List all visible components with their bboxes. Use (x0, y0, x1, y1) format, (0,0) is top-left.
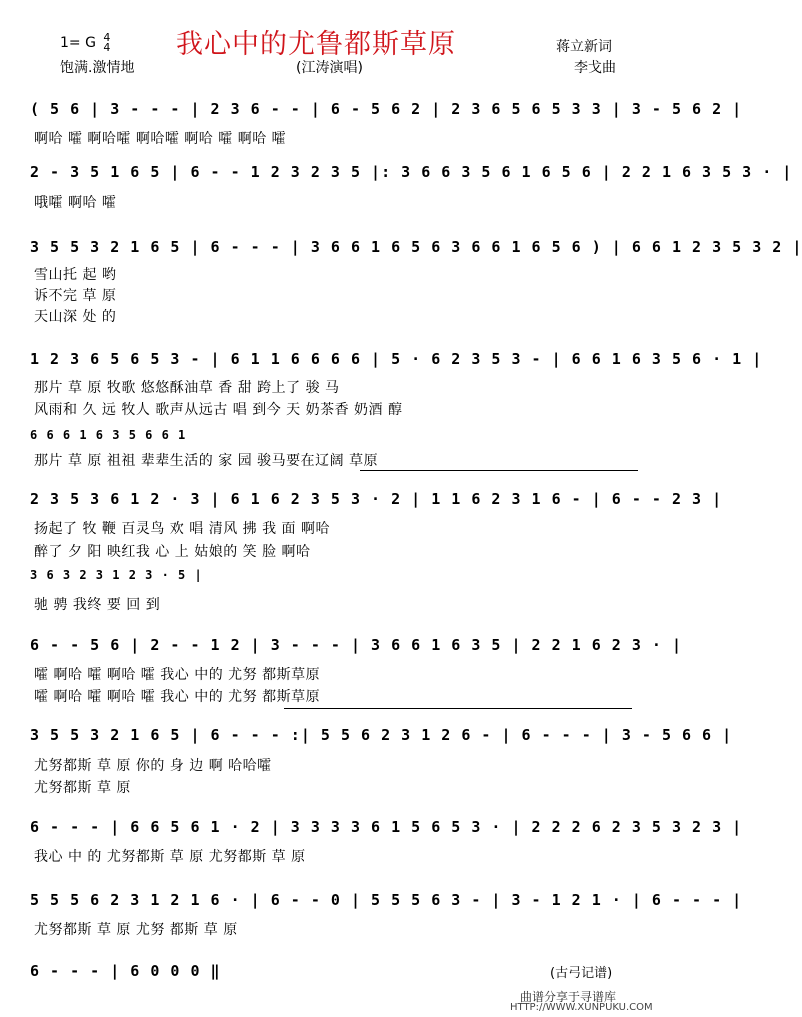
lyric-line: 风雨和 久 远 牧人 歌声从远古 唱 到今 天 奶茶香 奶酒 醇 (34, 402, 403, 418)
site-url: HTTP://WWW.XUNPUKU.COM (510, 1002, 653, 1013)
lyric-line: 我心 中 的 尤努都斯 草 原 尤努都斯 草 原 (34, 849, 306, 865)
notation-row: 5 5 5 6 2 3 1 2 1 6 · | 6 - - 0 | 5 5 5 6 3 - | 3 - 1 2 1 · | 6 - - - | (30, 891, 743, 909)
time-bottom: 4 (103, 41, 111, 54)
lyric-line: 那片 草 原 牧歌 悠悠酥油草 香 甜 跨上了 骏 马 (34, 380, 340, 396)
time-top: 4 (103, 31, 111, 44)
notation-row: 6 6 6 1 6 3 5 6 6 1 (30, 428, 187, 442)
lyric-line: 扬起了 牧 鞭 百灵鸟 欢 唱 清风 拂 我 面 啊哈 (34, 521, 331, 537)
lyric-line: 诉不完 草 原 (34, 288, 117, 304)
page-title: 我心中的尤鲁都斯草原 (176, 29, 456, 60)
lyric-line: 醉了 夕 阳 映红我 心 上 姑娘的 笑 脸 啊哈 (34, 544, 311, 560)
lyric-line: 尤努都斯 草 原 尤努 都斯 草 原 (34, 922, 238, 938)
lyric-line: 尤努都斯 草 原 (34, 780, 131, 796)
lyricist-credit: 蒋立新词 (556, 39, 612, 55)
notation-row: 1 2 3 6 5 6 5 3 - | 6 1 1 6 6 6 6 | 5 · 6 2 3 5 3 - | 6 6 1 6 3 5 6 · 1 | (30, 350, 763, 368)
volta-bracket (360, 470, 638, 471)
key-label: 1= G (60, 35, 96, 51)
lyric-line: 嚯 啊哈 嚯 啊哈 嚯 我心 中的 尤努 都斯草原 (34, 667, 321, 683)
lyric-line: 天山深 处 的 (34, 309, 117, 325)
lyric-line: 那片 草 原 祖祖 辈辈生活的 家 园 骏马要在辽阔 草原 (34, 453, 379, 469)
transcriber-credit: (古弓记谱) (550, 966, 613, 981)
lyric-line: 哦嚯 啊哈 嚯 (34, 195, 117, 211)
notation-row: 3 5 5 3 2 1 6 5 | 6 - - - | 3 6 6 1 6 5 6 3 6 6 1 6 5 6 ) | 6 6 1 2 3 5 3 2 | (30, 238, 802, 256)
notation-row: 3 5 5 3 2 1 6 5 | 6 - - - :| 5 5 6 2 3 1 2 6 - | 6 - - - | 3 - 5 6 6 | (30, 726, 733, 744)
lyric-line: 啊哈 嚯 啊哈嚯 啊哈嚯 啊哈 嚯 啊哈 嚯 (34, 131, 287, 147)
key-signature (60, 33, 110, 53)
tempo-mood: 饱满.激情地 (60, 60, 135, 76)
notation-row: 6 - - 5 6 | 2 - - 1 2 | 3 - - - | 3 6 6 1 6 3 5 | 2 2 1 6 2 3 · | (30, 636, 682, 654)
notation-row: 3 6 3 2 3 1 2 3 · 5 | (30, 568, 203, 582)
lyric-line: 尤努都斯 草 原 你的 身 边 啊 哈哈嚯 (34, 758, 272, 774)
time-signature (103, 33, 110, 53)
notation-row: 6 - - - | 6 0 0 0 ‖ (30, 962, 221, 980)
lyric-line: 嚯 啊哈 嚯 啊哈 嚯 我心 中的 尤努 都斯草原 (34, 689, 321, 705)
lyric-line: 驰 骋 我终 要 回 到 (34, 597, 161, 613)
notation-row: 2 - 3 5 1 6 5 | 6 - - 1 2 3 2 3 5 |: 3 6 6 3 5 6 1 6 5 6 | 2 2 1 6 3 5 3 · | (30, 163, 793, 181)
notation-row: 2 3 5 3 6 1 2 · 3 | 6 1 6 2 3 5 3 · 2 | 1 1 6 2 3 1 6 - | 6 - - 2 3 | (30, 490, 723, 508)
site-watermark: 曲谱分享于寻谱库 (520, 990, 617, 1004)
volta-bracket (284, 708, 632, 709)
composer-credit: 李戈曲 (574, 60, 616, 76)
lyric-line: 雪山托 起 哟 (34, 267, 117, 283)
notation-row: 6 - - - | 6 6 5 6 1 · 2 | 3 3 3 3 6 1 5 6 5 3 · | 2 2 2 6 2 3 5 3 2 3 | (30, 818, 743, 836)
notation-row: ( 5 6 | 3 - - - | 2 3 6 - - | 6 - 5 6 2 | 2 3 6 5 6 5 3 3 | 3 - 5 6 2 | (30, 100, 743, 118)
singer-credit: (江涛演唱) (296, 60, 363, 76)
